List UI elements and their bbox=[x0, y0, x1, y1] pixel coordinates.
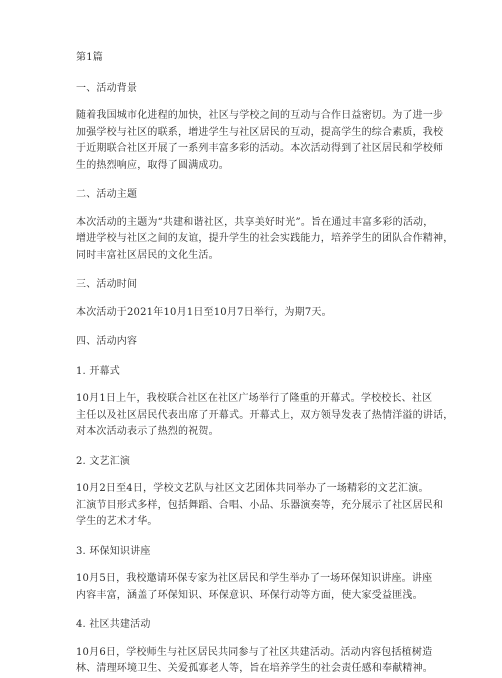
text-line: 主任以及社区居民代表出席了开幕式。开幕式上，双方领导发表了热情洋溢的讲话， bbox=[76, 409, 454, 421]
text-line: 同时丰富社区居民的文化生活。 bbox=[76, 249, 219, 261]
text-line: 随着我国城市化进程的加快，社区与学校之间的互动与合作日益密切。为了进一步 bbox=[76, 110, 444, 121]
chapter-title: 第1篇 bbox=[76, 52, 103, 63]
section-heading-theme: 二、活动主题 bbox=[76, 189, 138, 200]
text-line: 对本次活动表示了热烈的祝贺。 bbox=[76, 426, 219, 437]
text-line: 于近期联合社区开展了一系列丰富多彩的活动。本次活动得到了社区居民和学校师 bbox=[76, 143, 444, 154]
subsection-heading-community: 4. 社区共建活动 bbox=[76, 619, 151, 630]
paragraph-lecture bbox=[76, 571, 436, 604]
paragraph-time bbox=[76, 305, 436, 322]
paragraph-opening bbox=[76, 391, 454, 441]
text-line: 林、清理环境卫生、关爱孤寡老人等，旨在培养学生的社会责任感和奉献精神。 bbox=[76, 663, 433, 674]
text-line: 10月2日至4日，学校文艺队与社区文艺团体共同举办了一场精彩的文艺汇演。 bbox=[76, 483, 429, 494]
text-line: 10月1日上午，我校联合社区在社区广场举行了隆重的开幕式。学校校长、社区 bbox=[76, 393, 433, 404]
section-heading-background: 一、活动背景 bbox=[76, 82, 138, 94]
text-line: 10月5日，我校邀请环保专家为社区居民和学生举办了一场环保知识讲座。讲座 bbox=[76, 573, 433, 584]
text-line: 本次活动的主题为“共建和谐社区，共享美好时光”。旨在通过丰富多彩的活动， bbox=[76, 216, 434, 228]
text-line: 内容丰富，涵盖了环保知识、环保意识、环保行动等方面，使大家受益匪浅。 bbox=[76, 589, 423, 601]
section-heading-time: 三、活动时间 bbox=[76, 279, 138, 290]
paragraph-performance bbox=[76, 481, 444, 531]
paragraph-theme bbox=[76, 215, 454, 265]
text-line: 加强学校与社区的联系，增进学生与社区居民的互动，提高学生的综合素质，我校 bbox=[76, 126, 444, 138]
text-line: 学生的艺术才华。 bbox=[76, 516, 158, 527]
text-line: 汇演节目形式多样，包括舞蹈、合唱、小品、乐器演奏等，充分展示了社区居民和 bbox=[76, 499, 444, 511]
paragraph-background bbox=[76, 108, 444, 174]
section-heading-content: 四、活动内容 bbox=[76, 336, 138, 347]
text-line: 本次活动于2021年10月1日至10月7日举行，为期7天。 bbox=[76, 306, 332, 318]
document-body bbox=[76, 50, 454, 678]
text-line: 10月6日，学校师生与社区居民共同参与了社区共建活动。活动内容包括植树造 bbox=[76, 646, 433, 658]
text-line: 增进学校与社区之间的友谊，提升学生的社会实践能力，培养学生的团队合作精神， bbox=[76, 233, 454, 244]
subsection-heading-opening: 1. 开幕式 bbox=[76, 365, 120, 377]
text-line: 生的热烈响应，取得了圆满成功。 bbox=[76, 159, 229, 171]
paragraph-community bbox=[76, 645, 436, 678]
subsection-heading-lecture: 3. 环保知识讲座 bbox=[76, 545, 151, 557]
subsection-heading-performance: 2. 文艺汇演 bbox=[76, 455, 131, 467]
